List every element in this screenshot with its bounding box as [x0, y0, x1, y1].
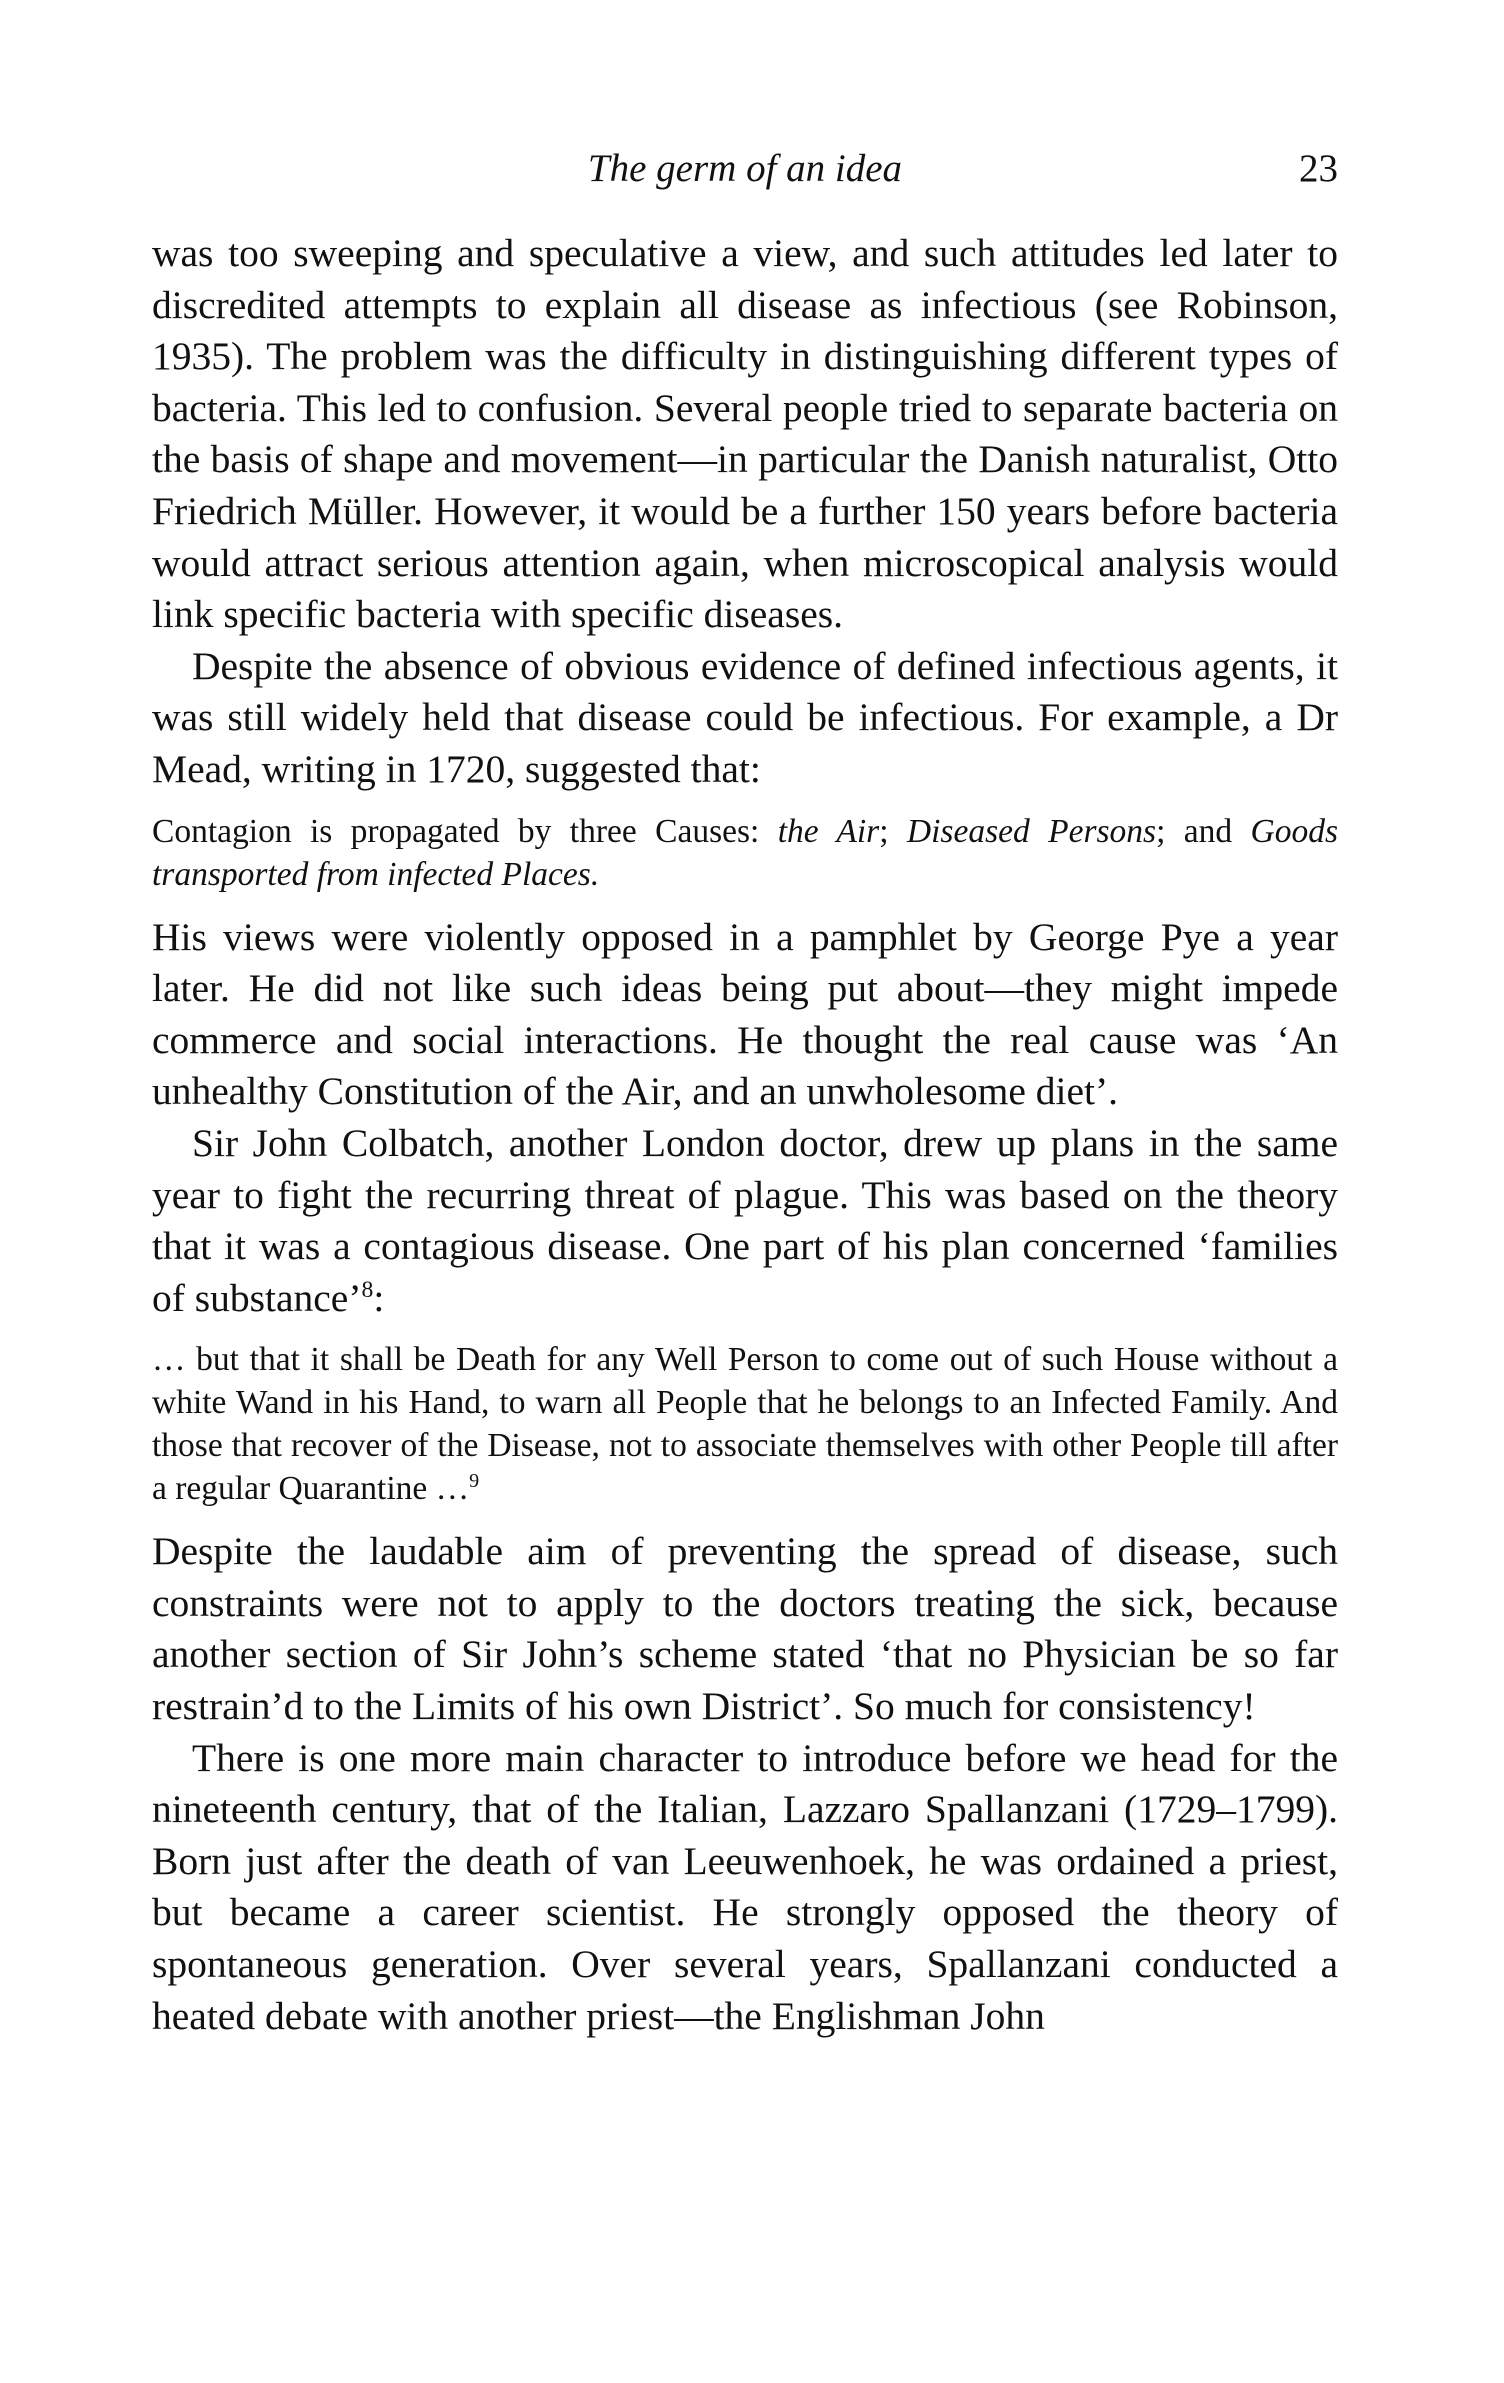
quote-sep: ; and — [1156, 812, 1251, 850]
paragraph-6: There is one more main character to introduce before we head for the nineteenth century, that of the Italian, Lazzaro Spallanzani (1729–1799). Born just after the death of van Leeuwenhoek, he was ordained a priest, but became a career scientist. He strongly opposed the theory of spontaneous generation. Over several years, Spallanzani conducted a heated debate with another priest—the Englishman John — [152, 1735, 1338, 2038]
paragraph-4-text: Sir John Colbatch, another London doctor, drew up plans in the same year to fight the recurring threat of plague. This was based on the theory that it was a contagious disease. One part of his plan concerned ‘families of substance’ — [152, 1120, 1338, 1320]
quote-text: … but that it shall be Death for any Well Person to come out of such House without a white Wand in his Hand, to warn all People that he belongs to an Infected Family. And those that recover of the Disease, not to associate themselves with other People till after a regular Quarantine … — [152, 1341, 1338, 1508]
paragraph-1: was too sweeping and speculative a view, and such attitudes led later to discredited attempts to explain all disease as infectious (see Robinson, 1935). The problem was the difficulty in distinguishing different types of bacteria. This led to confusion. Several people tried to separate bacteria on the basis of shape and movement—in particular the Danish naturalist, Otto Friedrich Müller. However, it would be a further 150 years before bacteria would attract serious attention again, when microscopical analysis would link specific bacteria with specific diseases. — [152, 231, 1338, 637]
paragraph-5: Despite the laudable aim of preventing the spread of disease, such constraints were not to apply to the doctors treating the sick, because another section of Sir John’s scheme stated ‘that no Physician be so far restrain’d to the Limits of his own District’. So much for consistency! — [152, 1529, 1338, 1729]
quote-sep: ; — [879, 812, 907, 850]
page-number: 23 — [1299, 147, 1338, 190]
quote-cause-persons: Diseased Persons — [906, 812, 1157, 850]
paragraph-3: His views were violently opposed in a pamphlet by George Pye a year later. He did not like such ideas being put about—they might impede commerce and social interactions. He thought the real cause was ‘An unhealthy Constitution of the Air, and an unwholesome diet’. — [152, 914, 1338, 1114]
quote-lead: Contagion is propagated by three Causes: — [152, 812, 778, 850]
quote-cause-air: the Air — [777, 812, 880, 850]
footnote-ref-8[interactable]: 8 — [361, 1276, 374, 1303]
running-title: The germ of an idea — [587, 147, 903, 190]
body-text — [152, 228, 1338, 2042]
footnote-ref-9[interactable]: 9 — [469, 1470, 480, 1493]
page-header — [152, 146, 1338, 198]
paragraph-4-tail: : — [373, 1275, 385, 1320]
block-quote-mead — [152, 810, 1338, 896]
paragraph-4 — [152, 1118, 1338, 1324]
paragraph-2: Despite the absence of obvious evidence of defined infectious agents, it was still widely held that disease could be infectious. For example, a Dr Mead, writing in 1720, suggested that: — [152, 643, 1338, 791]
block-quote-colbatch — [152, 1338, 1338, 1510]
quote-cause-goods: Goods transported from infected Places. — [152, 812, 1338, 893]
